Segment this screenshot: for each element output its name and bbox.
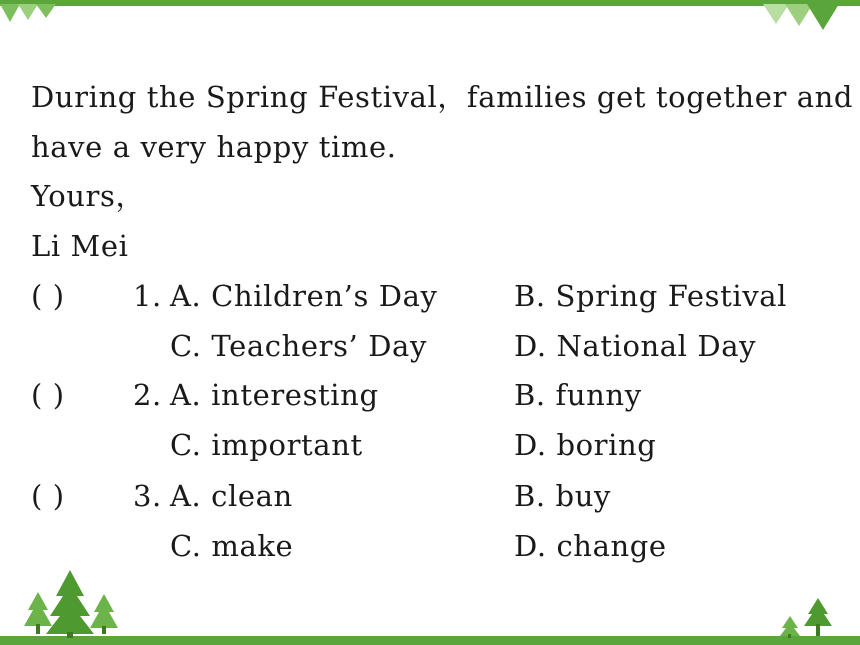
question-3-option-b[interactable]: B. buy: [514, 479, 611, 513]
question-1-option-a[interactable]: A. Children’s Day: [170, 279, 438, 313]
question-number-3: 3.: [133, 479, 162, 513]
passage-line-1: During the Spring Festival，families get together and: [31, 80, 854, 114]
answer-bracket-3[interactable]: ( ): [31, 479, 65, 513]
answer-bracket-1[interactable]: ( ): [31, 279, 65, 313]
passage-line-2: have a very happy time.: [31, 130, 397, 164]
question-1-option-b[interactable]: B. Spring Festival: [514, 279, 788, 313]
question-3-option-c[interactable]: C. make: [170, 529, 294, 563]
top-left-triangles-decoration: [0, 0, 80, 28]
question-number-1: 1.: [133, 279, 162, 313]
question-1-option-d[interactable]: D. National Day: [514, 329, 757, 363]
question-2-option-b[interactable]: B. funny: [514, 378, 642, 412]
trees-left-decoration: [20, 566, 120, 638]
bottom-border: [0, 636, 860, 645]
question-2-option-c[interactable]: C. important: [170, 428, 363, 462]
letter-closing: Yours，: [31, 179, 146, 213]
question-3-option-d[interactable]: D. change: [514, 529, 667, 563]
question-2-option-d[interactable]: D. boring: [514, 428, 657, 462]
letter-signature: Li Mei: [31, 229, 129, 263]
question-3-option-a[interactable]: A. clean: [170, 479, 293, 513]
question-2-option-a[interactable]: A. interesting: [170, 378, 379, 412]
question-number-2: 2.: [133, 378, 162, 412]
question-1-option-c[interactable]: C. Teachers’ Day: [170, 329, 427, 363]
answer-bracket-2[interactable]: ( ): [31, 378, 65, 412]
top-right-triangles-decoration: [755, 0, 860, 34]
top-border: [0, 0, 860, 6]
trees-right-decoration: [778, 596, 838, 640]
